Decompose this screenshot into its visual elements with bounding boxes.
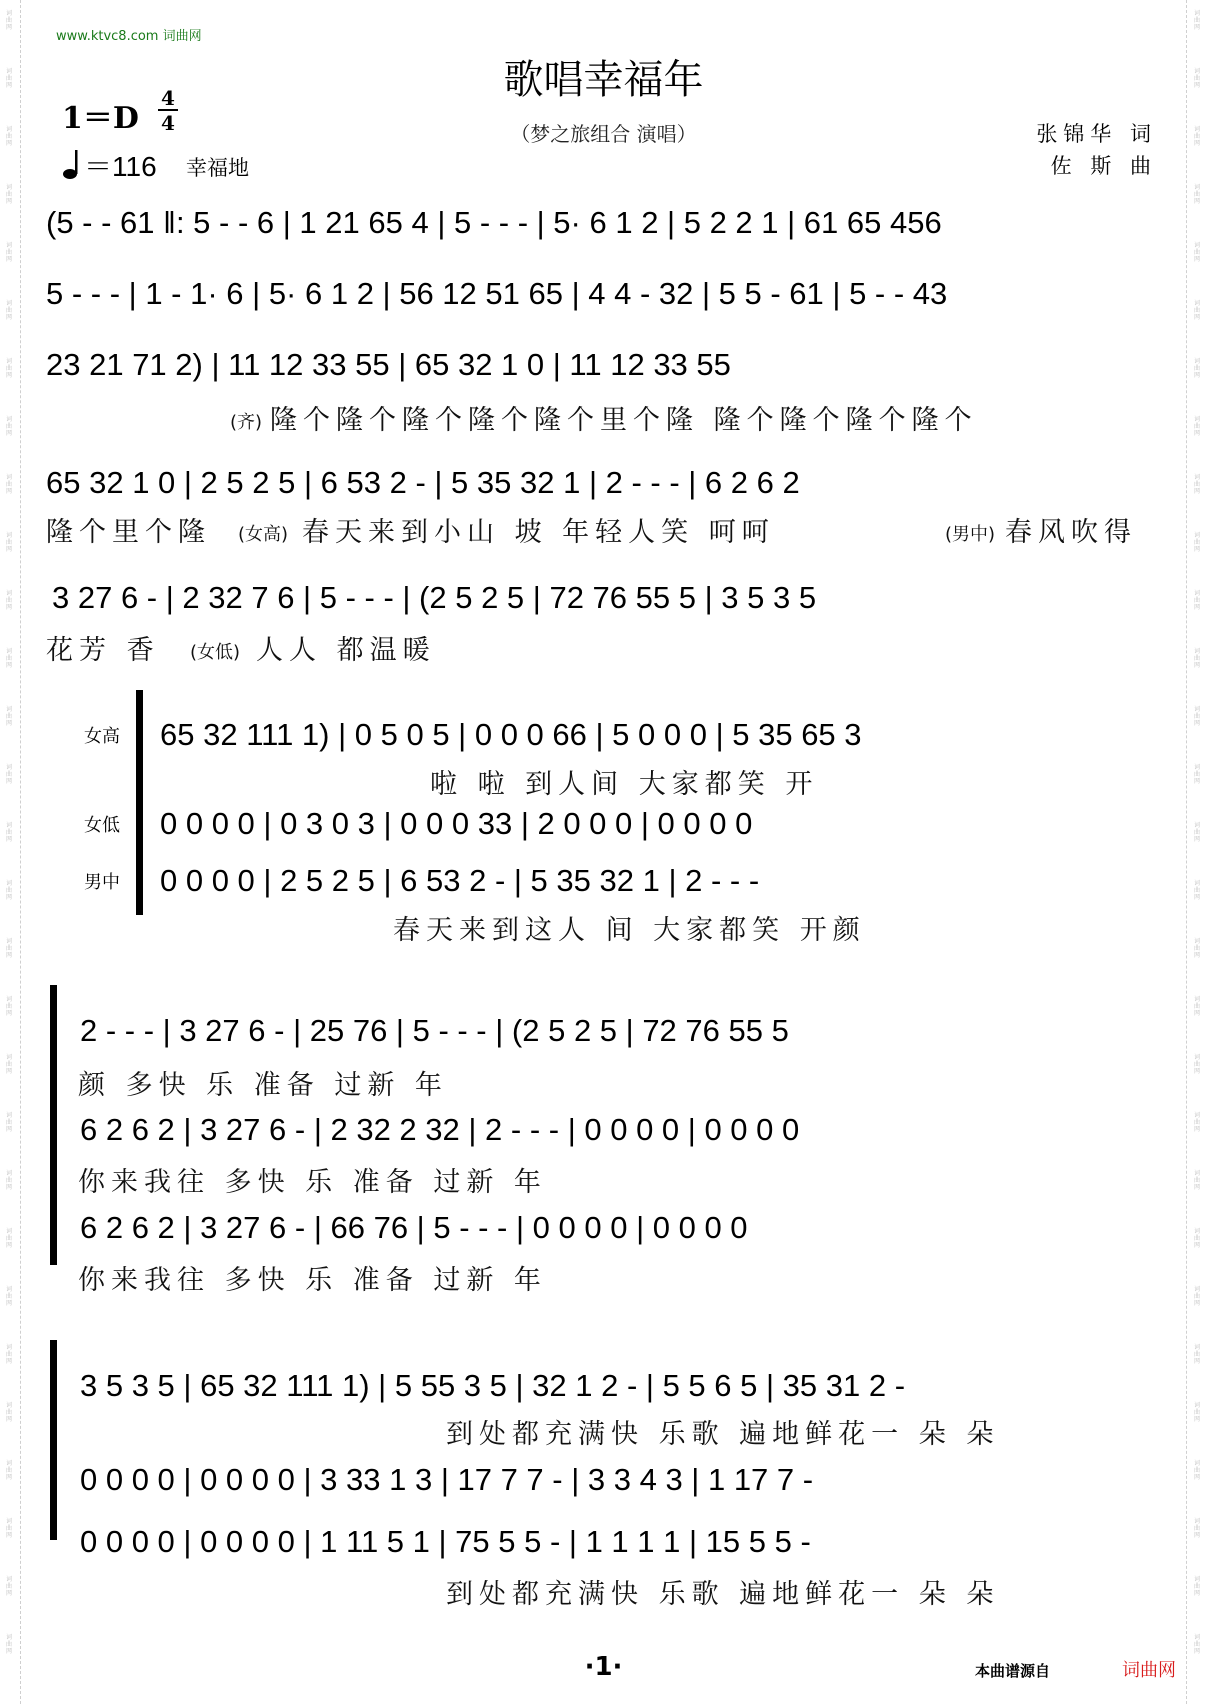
lyrics-line-4-a: 隆个里个隆 <box>46 517 211 548</box>
tempo-marking <box>62 145 157 187</box>
side-watermark-mark: 词 曲 网 <box>1193 880 1200 901</box>
site-watermark: www.ktvc8.com 词曲网 <box>56 29 202 44</box>
time-signature-bottom: 4 <box>161 111 175 135</box>
side-watermark-mark: 词 曲 网 <box>5 1518 12 1539</box>
side-watermark-mark: 词 曲 网 <box>5 10 12 31</box>
system-2-soprano-lyrics: 颜 多快 乐 准备 过新 年 <box>78 1070 448 1101</box>
side-watermark-mark: 词 曲 网 <box>5 416 12 437</box>
system-1-soprano-lyrics: 啦 啦 到人间 大家都笑 开 <box>430 769 819 800</box>
side-watermark-mark: 词 曲 网 <box>1193 1402 1200 1423</box>
side-watermark-mark: 词 曲 网 <box>5 184 12 205</box>
lyricist-credit: 张锦华 词 <box>1036 122 1157 146</box>
side-watermark-mark: 词 曲 网 <box>5 880 12 901</box>
brand-name: 词曲网 <box>1122 1660 1176 1681</box>
lyric-label-soprano: (女高) <box>238 524 289 545</box>
lyric-label-tenor: (男中) <box>945 524 996 545</box>
side-watermark-mark: 词 曲 网 <box>1193 358 1200 379</box>
left-margin-guide <box>20 0 21 1704</box>
side-watermark-mark: 词 曲 网 <box>1193 1344 1200 1365</box>
side-watermark-mark: 词 曲 网 <box>5 1460 12 1481</box>
side-watermark-mark: 词 曲 网 <box>5 1112 12 1133</box>
system-2-soprano: 2 - - - | 3 27 6 - | 25 76 | 5 - - - | (2 5 2 5 | 72 76 55 5 <box>80 1013 789 1048</box>
side-watermark-mark: 词 曲 网 <box>1193 10 1200 31</box>
side-watermark-mark: 词 曲 网 <box>1193 1460 1200 1481</box>
side-watermark-mark: 词 曲 网 <box>5 358 12 379</box>
system-2-tenor-lyrics: 你来我往 多快 乐 准备 过新 年 <box>78 1265 547 1296</box>
key-signature: 1＝D <box>62 101 139 136</box>
side-watermark-mark: 词 曲 网 <box>1193 300 1200 321</box>
side-watermark-mark: 词 曲 网 <box>5 822 12 843</box>
system-3-tenor: 0 0 0 0 | 0 0 0 0 | 1 11 5 1 | 75 5 5 - | 1 1 1 1 | 15 5 5 - <box>80 1524 811 1559</box>
side-watermark-mark: 词 曲 网 <box>1193 126 1200 147</box>
lyrics-line-5-a: 花芳 香 <box>46 635 160 666</box>
side-watermark-mark: 词 曲 网 <box>5 764 12 785</box>
system-2-alto: 6 2 6 2 | 3 27 6 - | 2 32 2 32 | 2 - - - | 0 0 0 0 | 0 0 0 0 <box>80 1112 800 1147</box>
side-watermark-mark: 词 曲 网 <box>5 1228 12 1249</box>
side-watermark-mark: 词 曲 网 <box>1193 1518 1200 1539</box>
lyric-label-unison: (齐) <box>230 412 263 433</box>
side-watermark-mark: 词 曲 网 <box>1193 1634 1200 1655</box>
system-3-brace <box>50 1340 57 1540</box>
side-watermark-mark: 词 曲 网 <box>1193 648 1200 669</box>
system-3-soprano-lyrics: 到处都充满快 乐歌 遍地鲜花一 朵 朵 <box>446 1419 1000 1450</box>
song-title: 歌唱幸福年 <box>503 57 704 103</box>
side-watermark-mark: 词 曲 网 <box>1193 1054 1200 1075</box>
side-watermark-mark: 词 曲 网 <box>5 1054 12 1075</box>
side-watermark-mark: 词 曲 网 <box>1193 938 1200 959</box>
side-watermark-mark: 词 曲 网 <box>5 242 12 263</box>
system-2-alto-lyrics: 你来我往 多快 乐 准备 过新 年 <box>78 1167 547 1198</box>
part-label-alto: 女低 <box>84 815 120 836</box>
side-watermark-mark: 词 曲 网 <box>5 1576 12 1597</box>
side-watermark-mark: 词 曲 网 <box>5 1634 12 1655</box>
side-watermark-mark: 词 曲 网 <box>1193 822 1200 843</box>
system-1-tenor-lyrics: 春天来到这人 间 大家都笑 开颜 <box>393 915 866 946</box>
side-watermark-mark: 词 曲 网 <box>1193 706 1200 727</box>
side-watermark-mark: 词 曲 网 <box>1193 474 1200 495</box>
time-signature-top: 4 <box>161 86 175 110</box>
side-watermark-mark: 词 曲 网 <box>5 706 12 727</box>
system-1-alto: 0 0 0 0 | 0 3 0 3 | 0 0 0 33 | 2 0 0 0 | 0 0 0 0 <box>160 806 753 841</box>
system-1-soprano: 65 32 111 1) | 0 5 0 5 | 0 0 0 66 | 5 0 0 0 | 5 35 65 3 <box>160 717 862 752</box>
side-watermark-mark: 词 曲 网 <box>1193 996 1200 1017</box>
tempo-value: ＝116 <box>84 151 157 182</box>
part-label-tenor: 男中 <box>84 872 120 893</box>
lyrics-line-4-b: 春天来到小山 坡 年轻人笑 呵呵 <box>302 517 775 548</box>
side-watermark-mark: 词 曲 网 <box>5 532 12 553</box>
system-2-brace <box>50 985 57 1265</box>
side-watermark-mark: 词 曲 网 <box>1193 590 1200 611</box>
side-watermark-mark: 词 曲 网 <box>1193 764 1200 785</box>
side-watermark-mark: 词 曲 网 <box>1193 1228 1200 1249</box>
side-watermark-mark: 词 曲 网 <box>1193 1286 1200 1307</box>
side-watermark-mark: 词 曲 网 <box>5 300 12 321</box>
side-watermark-mark: 词 曲 网 <box>5 1286 12 1307</box>
side-watermark-mark: 词 曲 网 <box>5 1402 12 1423</box>
side-watermark-mark: 词 曲 网 <box>1193 1112 1200 1133</box>
quarter-note-icon <box>62 150 80 187</box>
lyrics-line-4-c: 春风吹得 <box>1005 517 1137 548</box>
side-watermark-mark: 词 曲 网 <box>5 126 12 147</box>
side-watermark-mark: 词 曲 网 <box>5 996 12 1017</box>
side-watermark-mark: 词 曲 网 <box>1193 1576 1200 1597</box>
score-line-4: 65 32 1 0 | 2 5 2 5 | 6 53 2 - | 5 35 32 1 | 2 - - - | 6 2 6 2 <box>46 465 800 500</box>
system-3-soprano: 3 5 3 5 | 65 32 111 1) | 5 55 3 5 | 32 1 2 - | 5 5 6 5 | 35 31 2 - <box>80 1368 906 1403</box>
side-watermark-mark: 词 曲 网 <box>1193 184 1200 205</box>
side-watermark-mark: 词 曲 网 <box>5 590 12 611</box>
side-watermark-mark: 词 曲 网 <box>1193 68 1200 89</box>
side-watermark-mark: 词 曲 网 <box>1193 1170 1200 1191</box>
side-watermark-mark: 词 曲 网 <box>5 68 12 89</box>
system-3-tenor-lyrics: 到处都充满快 乐歌 遍地鲜花一 朵 朵 <box>446 1579 1000 1610</box>
system-1-brace <box>136 690 143 915</box>
lyric-label-alto: (女低) <box>190 642 241 663</box>
side-watermark-mark: 词 曲 网 <box>5 1344 12 1365</box>
system-3-alto: 0 0 0 0 | 0 0 0 0 | 3 33 1 3 | 17 7 7 - | 3 3 4 3 | 1 17 7 - <box>80 1462 814 1497</box>
side-watermark-mark: 词 曲 网 <box>5 474 12 495</box>
expression-marking: 幸福地 <box>186 156 249 180</box>
page-number: ·1· <box>584 1652 623 1682</box>
lyrics-line-3: 隆个隆个隆个隆个隆个里个隆 隆个隆个隆个隆个 <box>270 405 978 436</box>
composer-credit: 佐 斯 曲 <box>1050 154 1157 178</box>
score-line-1: (5 - - 61 ‖: 5 - - 6 | 1 21 65 4 | 5 - - - | 5· 6 1 2 | 5 2 2 1 | 61 65 456 <box>46 205 942 240</box>
score-line-3: 23 21 71 2) | 11 12 33 55 | 65 32 1 0 | 11 12 33 55 <box>46 347 731 382</box>
side-watermark-mark: 词 曲 网 <box>1193 416 1200 437</box>
side-watermark-mark: 词 曲 网 <box>5 648 12 669</box>
part-label-soprano: 女高 <box>84 726 120 747</box>
side-watermark-mark: 词 曲 网 <box>5 938 12 959</box>
lyrics-line-5-b: 人人 都温暖 <box>256 635 436 666</box>
side-watermark-mark: 词 曲 网 <box>1193 532 1200 553</box>
side-watermark-mark: 词 曲 网 <box>1193 242 1200 263</box>
system-1-tenor: 0 0 0 0 | 2 5 2 5 | 6 53 2 - | 5 35 32 1 | 2 - - - <box>160 863 760 898</box>
source-note: 本曲谱源自 <box>975 1662 1051 1680</box>
right-margin-guide <box>1186 0 1187 1704</box>
score-line-2: 5 - - - | 1 - 1· 6 | 5· 6 1 2 | 56 12 51 65 | 4 4 - 32 | 5 5 - 61 | 5 - - 43 <box>46 276 948 311</box>
score-line-5: 3 27 6 - | 2 32 7 6 | 5 - - - | (2 5 2 5 | 72 76 55 5 | 3 5 3 5 <box>52 580 817 615</box>
side-watermark-mark: 词 曲 网 <box>5 1170 12 1191</box>
system-2-tenor: 6 2 6 2 | 3 27 6 - | 66 76 | 5 - - - | 0 0 0 0 | 0 0 0 0 <box>80 1210 748 1245</box>
performer-subtitle: （梦之旅组合 演唱） <box>510 122 697 146</box>
